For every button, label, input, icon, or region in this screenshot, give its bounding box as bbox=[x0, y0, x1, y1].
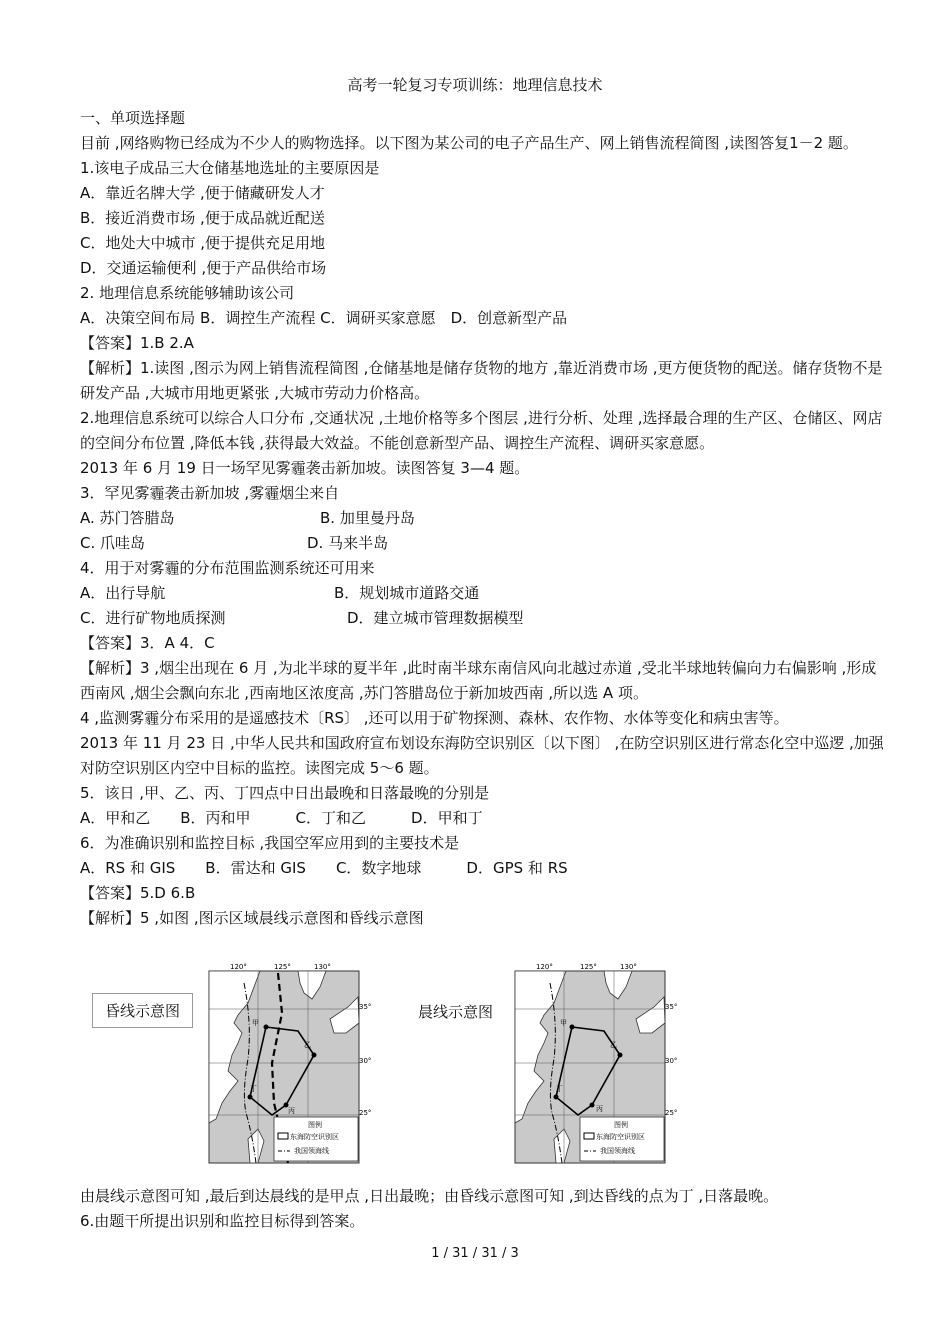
lon-130-label: 130° bbox=[314, 963, 331, 971]
lat-35-label: 35° bbox=[359, 1003, 372, 1011]
section-heading: 一、单项选择题 bbox=[80, 109, 186, 127]
intro-q3-4: 2013 年 6 月 19 日一场罕见雾霾袭击新加坡。读图答复 3—4 题。 bbox=[80, 459, 530, 477]
point-ding bbox=[554, 1095, 559, 1100]
legend-title: 图例 bbox=[308, 1121, 322, 1129]
answer-3-4: 【答案】3．A 4．C bbox=[80, 634, 215, 652]
answer-1-2: 【答案】1.B 2.A bbox=[80, 334, 194, 352]
lat-30-label: 30° bbox=[359, 1057, 372, 1065]
question-6: 6．为准确识别和监控目标 ,我国空军应用到的主要技术是 bbox=[80, 834, 460, 852]
option-4b: B．规划城市道路交通 bbox=[334, 584, 480, 602]
label-jia: 甲 bbox=[560, 1019, 567, 1027]
options-3cd bbox=[80, 531, 890, 556]
explanation-3: 【解析】3 ,烟尘出现在 6 月 ,为北半球的夏半年 ,此时南半球东南信风向北越过赤道 ,受北半球地转偏向力右偏影响 ,形成西南风 ,烟尘会飘向东北 ,西南地区浓度高 ,苏门答腊岛位于新加坡西南 ,所以选 A 项。 bbox=[80, 659, 877, 702]
dawn-map-svg bbox=[514, 963, 678, 1165]
option-4a: A．出行导航 bbox=[80, 584, 166, 602]
dusk-map-label: 昏线示意图 bbox=[92, 993, 193, 1028]
page-footer: 1 / 31 / 31 / 3 bbox=[431, 1246, 519, 1261]
point-bing bbox=[590, 1103, 595, 1108]
question-4: 4．用于对雾霾的分布范围监测系统还可用来 bbox=[80, 559, 375, 577]
option-4d: D．建立城市管理数据模型 bbox=[347, 609, 524, 627]
option-4c: C．进行矿物地质探测 bbox=[80, 609, 226, 627]
dusk-map-svg bbox=[208, 963, 372, 1165]
options-3ab bbox=[80, 506, 890, 531]
legend-zone-label: 东海防空识别区 bbox=[290, 1133, 339, 1141]
label-ding: 丁 bbox=[556, 1085, 563, 1093]
option-1a: A．靠近名牌大学 ,便于储藏研发人才 bbox=[80, 184, 325, 202]
dawn-map-label: 晨线示意图 bbox=[418, 1003, 494, 1021]
point-jia bbox=[264, 1025, 269, 1030]
intro-q5-6: 2013 年 11 月 23 日 ,中华人民共和国政府宣布划设东海防空识别区〔以下图〕 ,在防空识别区进行常态化空中巡逻 ,加强对防空识别区内空中目标的监控。读图完成 5～6 题。 bbox=[80, 734, 884, 777]
explanation-1: 【解析】1.读图 ,图示为网上销售流程简图 ,仓储基地是储存货物的地方 ,靠近消费市场 ,更方便货物的配送。储存货物不是研发产品 ,大城市用地更紧张 ,大城市劳动力价格高。 bbox=[80, 359, 883, 402]
doc-title: 高考一轮复习专项训练：地理信息技术 bbox=[347, 76, 603, 94]
question-1: 1.该电子成品三大仓储基地选址的主要原因是 bbox=[80, 159, 380, 177]
option-1b: B．接近消费市场 ,便于成品就近配送 bbox=[80, 209, 325, 227]
explanation-5: 由晨线示意图可知 ,最后到达晨线的是甲点 ,日出最晚；由昏线示意图可知 ,到达昏线的点为丁 ,日落最晚。 bbox=[80, 1187, 779, 1205]
point-yi bbox=[618, 1053, 623, 1058]
lon-125-label: 125° bbox=[274, 963, 291, 971]
answer-5-6: 【答案】5.D 6.B bbox=[80, 884, 196, 902]
options-5: A．甲和乙 B．丙和甲 C．丁和乙 D．甲和丁 bbox=[80, 809, 483, 827]
legend-line-label: 我国领海线 bbox=[600, 1147, 635, 1155]
label-jia: 甲 bbox=[252, 1019, 259, 1027]
figure-maps bbox=[80, 963, 880, 1168]
option-3c: C. 爪哇岛 bbox=[80, 534, 146, 552]
option-3a: A. 苏门答腊岛 bbox=[80, 509, 175, 527]
question-3: 3．罕见雾霾袭击新加坡 ,雾霾烟尘来自 bbox=[80, 484, 340, 502]
option-3d: D. 马来半岛 bbox=[307, 534, 389, 552]
option-3b: B. 加里曼丹岛 bbox=[320, 509, 415, 527]
dawn-line-map bbox=[514, 963, 678, 1165]
explanation-tail bbox=[80, 1184, 890, 1234]
label-ding: 丁 bbox=[250, 1085, 257, 1093]
lat-25-label: 25° bbox=[359, 1109, 372, 1117]
question-2: 2. 地理信息系统能够辅助该公司 bbox=[80, 284, 295, 302]
intro-q1-2: 目前 ,网络购物已经成为不少人的购物选择。以下图为某公司的电子产品生产、网上销售流程简图 ,读图答复1－2 题。 bbox=[80, 134, 858, 152]
options-6: A．RS 和 GIS B．雷达和 GIS C．数字地球 D．GPS 和 RS bbox=[80, 859, 568, 877]
lon-120-label: 120° bbox=[230, 963, 247, 971]
question-5: 5．该日 ,甲、乙、丙、丁四点中日出最晚和日落最晚的分别是 bbox=[80, 784, 490, 802]
explanation-5-head: 【解析】5 ,如图 ,图示区域晨线示意图和昏线示意图 bbox=[80, 909, 424, 927]
lon-125-label: 125° bbox=[580, 963, 597, 971]
options-4cd bbox=[80, 606, 890, 631]
legend-zone-label: 东海防空识别区 bbox=[596, 1133, 645, 1141]
explanation-4: 4 ,监测雾霾分布采用的是遥感技术〔RS〕 ,还可以用于矿物探测、森林、农作物、水体等变化和病虫害等。 bbox=[80, 709, 789, 727]
label-bing: 丙 bbox=[288, 1107, 295, 1115]
point-jia bbox=[570, 1025, 575, 1030]
lat-30-label: 30° bbox=[665, 1057, 678, 1065]
label-bing: 丙 bbox=[596, 1105, 603, 1113]
doc-body bbox=[80, 106, 890, 931]
explanation-6: 6.由题干所提出识别和监控目标得到答案。 bbox=[80, 1212, 365, 1230]
option-1d: D．交通运输便利 ,便于产品供给市场 bbox=[80, 259, 327, 277]
lat-35-label: 35° bbox=[665, 1003, 678, 1011]
label-yi: 乙 bbox=[610, 1041, 617, 1049]
label-yi: 乙 bbox=[304, 1041, 311, 1049]
explanation-2: 2.地理信息系统可以综合人口分布 ,交通状况 ,土地价格等多个图层 ,进行分析、处理 ,选择最合理的生产区、仓储区、网店的空间分布位置 ,降低本钱 ,获得最大效益。不能创意新型产品、调控生产流程、调研买家意愿。 bbox=[80, 409, 883, 452]
legend-line-label: 我国领海线 bbox=[294, 1147, 329, 1155]
options-4ab bbox=[80, 581, 890, 606]
options-2: A．决策空间布局 B．调控生产流程 C．调研买家意愿 D．创意新型产品 bbox=[80, 309, 568, 327]
option-1c: C．地处大中城市 ,便于提供充足用地 bbox=[80, 234, 326, 252]
legend-title: 图例 bbox=[614, 1121, 628, 1129]
lon-130-label: 130° bbox=[620, 963, 637, 971]
lat-25-label: 25° bbox=[665, 1109, 678, 1117]
lon-120-label: 120° bbox=[536, 963, 553, 971]
point-yi bbox=[312, 1053, 317, 1058]
dusk-line-map bbox=[208, 963, 372, 1165]
point-ding bbox=[248, 1095, 253, 1100]
